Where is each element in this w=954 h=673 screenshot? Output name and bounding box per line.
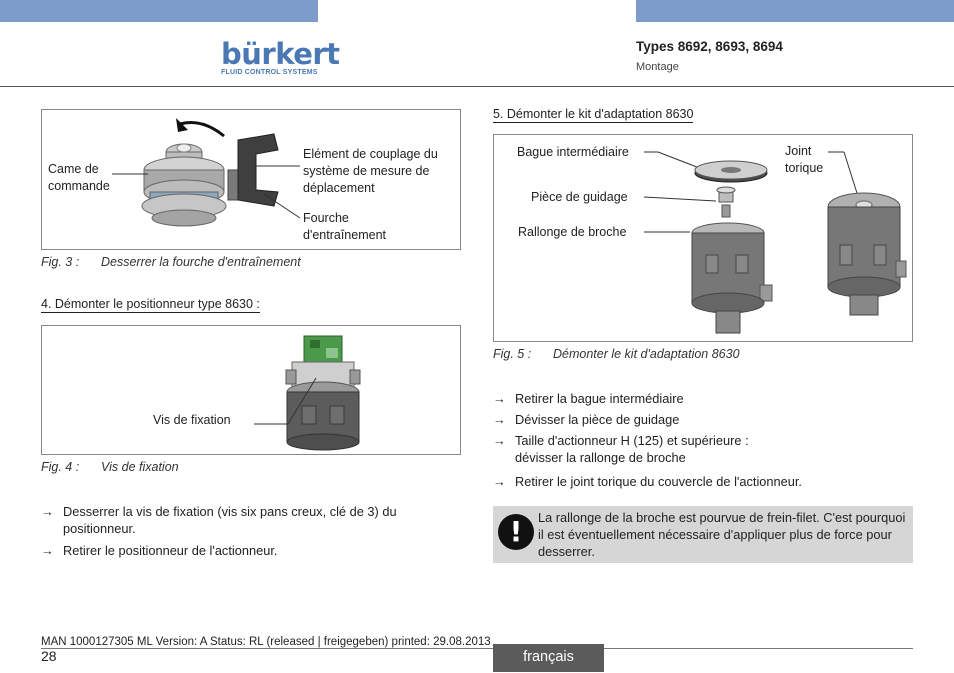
figure-3-number: Fig. 3 : — [41, 255, 80, 269]
warning-note-text: La rallonge de la broche est pourvue de frein-filet. C'est pourquoi il est éventuellement nécessaire d'appliquer plus de force pour desserrer. — [538, 510, 906, 559]
figure-4-caption — [41, 460, 179, 474]
label-came-de-commande: Came de commande — [48, 162, 110, 193]
positioner-illustration — [42, 326, 460, 454]
label-piece-de-guidage: Pièce de guidage — [531, 190, 628, 204]
arrow-icon: → — [41, 543, 54, 558]
label-bague-intermediaire: Bague intermédiaire — [517, 145, 629, 159]
label-joint-torique: Joint torique — [785, 144, 824, 175]
arrow-icon: → — [493, 391, 506, 406]
figure-5-caption-text: Démonter le kit d'adaptation 8630 — [553, 347, 740, 361]
figure-5-frame — [493, 134, 913, 342]
language-tab: français — [493, 644, 604, 672]
left-bullet-1-text: Desserrer la vis de fixation (vis six pans creux, clé de 3) du positionneur. — [63, 504, 397, 536]
header-rule — [0, 86, 954, 87]
label-element-de-couplage: Elément de couplage du système de mesure de déplacement — [303, 147, 438, 195]
label-fourche: Fourche d'entraînement — [303, 211, 386, 242]
top-bar-right — [636, 0, 954, 22]
left-bullet-2 — [41, 542, 441, 559]
warning-note — [493, 506, 913, 563]
top-bar-left — [0, 0, 318, 22]
right-bullet-3 — [493, 432, 783, 466]
right-bullet-3-text: Taille d'actionneur H (125) et supérieure : dévisser la rallonge de broche — [515, 433, 749, 465]
page-number: 28 — [41, 648, 57, 664]
document-info: MAN 1000127305 ML Version: A Status: RL (released | freigegeben) printed: 29.08.2013 — [41, 636, 491, 648]
exclamation-icon: ! — [498, 514, 534, 550]
label-rallonge-de-broche: Rallonge de broche — [518, 225, 627, 239]
arrow-icon: → — [493, 412, 506, 427]
right-bullet-4-text: Retirer le joint torique du couvercle de l'actionneur. — [515, 474, 802, 489]
figure-4-caption-text: Vis de fixation — [101, 460, 179, 474]
arrow-icon: → — [493, 474, 506, 489]
step-4-heading: 4. Démonter le positionneur type 8630 : — [41, 297, 260, 311]
figure-5-number: Fig. 5 : — [493, 347, 532, 361]
left-bullet-1 — [41, 503, 441, 537]
page-header-title: Types 8692, 8693, 8694 — [636, 39, 783, 54]
figure-4-number: Fig. 4 : — [41, 460, 80, 474]
page-header-subtitle: Montage — [636, 61, 679, 73]
right-bullet-1-text: Retirer la bague intermédiaire — [515, 391, 684, 406]
figure-5-caption — [493, 347, 740, 361]
logo-tagline: FLUID CONTROL SYSTEMS — [221, 69, 318, 76]
arrow-icon: → — [41, 504, 54, 519]
figure-3-frame — [41, 109, 461, 250]
right-bullet-2-text: Dévisser la pièce de guidage — [515, 412, 680, 427]
arrow-icon: → — [493, 433, 506, 448]
brand-logo — [221, 37, 340, 76]
right-bullet-4 — [493, 473, 913, 490]
figure-4-frame — [41, 325, 461, 455]
right-bullet-1 — [493, 390, 913, 407]
label-vis-de-fixation: Vis de fixation — [153, 413, 231, 427]
figure-3-caption — [41, 255, 301, 269]
figure-3-caption-text: Desserrer la fourche d'entraînement — [101, 255, 301, 269]
left-bullet-2-text: Retirer le positionneur de l'actionneur. — [63, 543, 278, 558]
footer-rule — [41, 648, 913, 649]
step-5-heading: 5. Démonter le kit d'adaptation 8630 — [493, 107, 694, 121]
right-bullet-2 — [493, 411, 913, 428]
logo-wordmark: bürkert — [221, 37, 340, 71]
